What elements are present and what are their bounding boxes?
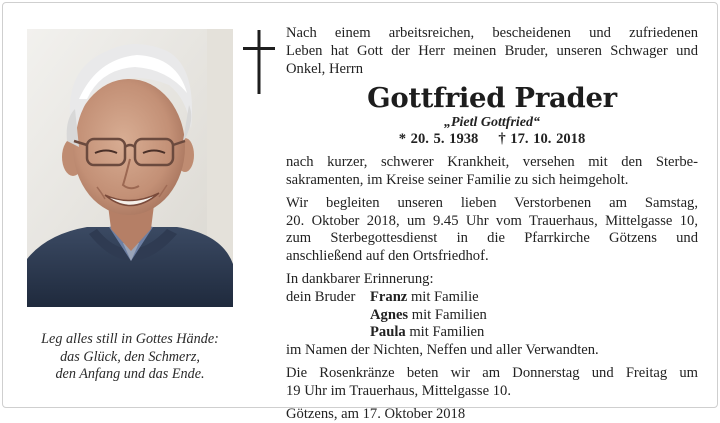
funeral-text-line: anschließend auf den Ortsfriedhof. xyxy=(286,248,489,265)
poem-line: Leg alles still in Gottes Hände: xyxy=(41,331,219,347)
family-suffix: mit Familien xyxy=(408,306,487,323)
rosary-text-line: 19 Uhr im Trauerhaus, Mittelgasse 10. xyxy=(286,382,511,399)
funeral-text-line: Wir begleiten unseren lieben Verstorbenen am Samstag, xyxy=(286,194,698,211)
family-name: Paula xyxy=(370,324,406,341)
obituary-notice xyxy=(2,2,718,422)
family-prefix xyxy=(286,307,370,325)
family-suffix: mit Familie xyxy=(407,288,479,305)
obituary-text xyxy=(286,25,698,423)
poem-line: das Glück, den Schmerz, xyxy=(60,348,200,365)
death-date: † 17. 10. 2018 xyxy=(498,131,586,148)
poem xyxy=(23,331,237,384)
funeral-text-line: zum Sterbegottesdienst in die Pfarrkirche Götzens und xyxy=(286,230,698,247)
family-prefix xyxy=(286,324,370,342)
birth-date: * 20. 5. 1938 xyxy=(398,131,479,148)
portrait-photo xyxy=(27,29,233,307)
poem-line: den Anfang und das Ende. xyxy=(55,366,205,382)
deceased-nickname: „Pietl Gottfried“ xyxy=(443,115,541,131)
rosary-text-line: Die Rosenkränze beten wir am Donnerstag und Freitag um xyxy=(286,364,698,381)
family-name: Franz xyxy=(370,288,408,305)
family-member xyxy=(286,289,698,307)
relatives-line: im Namen der Nichten, Neffen und aller Verwandten. xyxy=(286,342,599,359)
intro-line: Onkel, Herrn xyxy=(286,60,363,77)
family-prefix: dein Bruder xyxy=(286,288,356,305)
family-member xyxy=(286,324,698,342)
intro-line: Nach einem arbeitsreichen, bescheidenen und zufriedenen xyxy=(286,25,698,41)
place-date: Götzens, am 17. Oktober 2018 xyxy=(286,405,466,422)
family-suffix: mit Familien xyxy=(405,324,485,341)
life-dates xyxy=(286,131,698,149)
remembrance-heading: In dankbarer Erinnerung: xyxy=(286,270,434,287)
intro-line: Leben hat Gott der Herr meinen Bruder, unseren Schwager und xyxy=(286,42,698,59)
death-text-line: sakramenten, im Kreise seiner Familie zu sich heimgeholt. xyxy=(286,171,629,188)
latin-cross-icon xyxy=(243,30,275,94)
funeral-text-line: 20. Oktober 2018, um 9.45 Uhr vom Trauerhaus, Mittelgasse 10, xyxy=(286,212,698,229)
deceased-name: Gottfried Prader xyxy=(367,82,617,115)
family-name: Agnes xyxy=(370,306,409,323)
death-text-line: nach kurzer, schwerer Krankheit, versehen mit den Sterbe- xyxy=(286,154,698,171)
family-member xyxy=(286,307,698,325)
